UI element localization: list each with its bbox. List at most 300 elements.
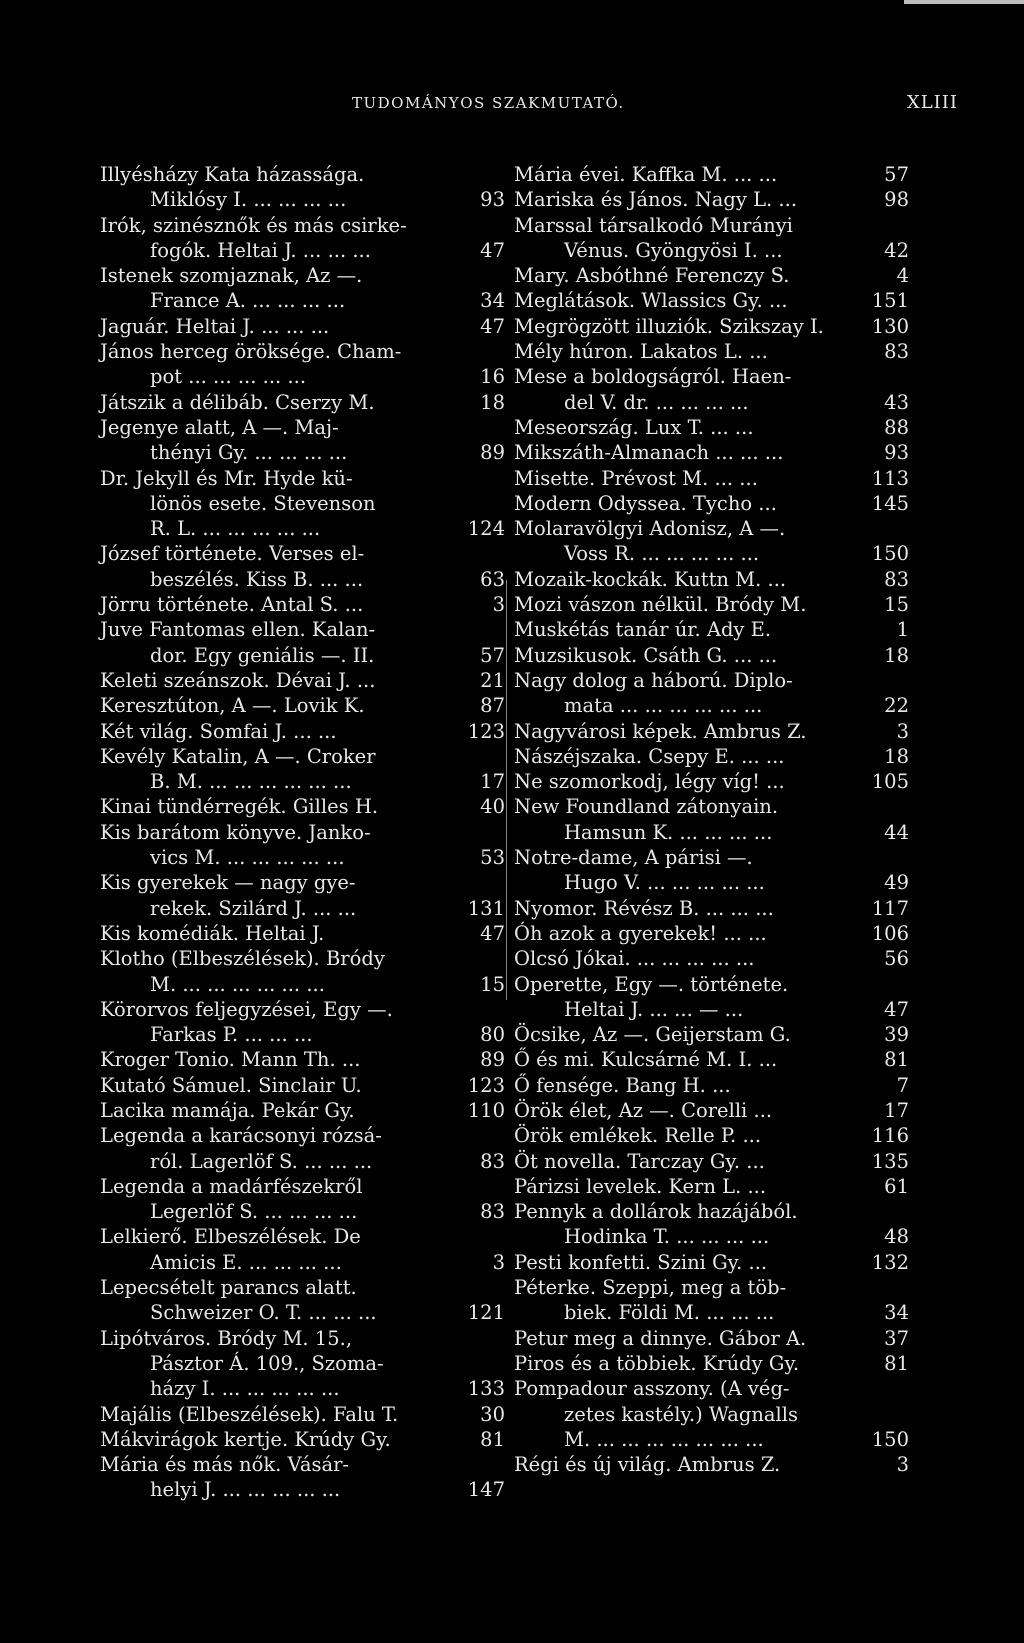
entry-line: Kinai tündérregék. Gilles H. [100,795,379,819]
entry-page-number: 81 [480,1427,505,1451]
entry-page-number: 83 [480,1149,505,1173]
entry-page-number: 98 [884,188,909,212]
entry-line: Nagyvárosi képek. Ambrus Z. [514,719,807,743]
entry-page-number: 57 [480,643,505,667]
entry-title [100,794,465,819]
entry-title [514,440,869,465]
entry-line: helyi J. ... ... ... ... ... [150,1478,341,1502]
entry-page-number: 47 [480,921,505,945]
index-entry [514,1174,909,1199]
entry-page-number: 47 [480,238,505,262]
entry-line: R. L. ... ... ... ... ... [150,517,321,541]
entry-page-number: 22 [884,694,909,718]
entry-title [514,288,869,313]
entry-line: Mary. Asbóthné Ferenczy S. [514,264,790,288]
index-entry [100,921,505,946]
entry-line: Modern Odyssea. Tycho ... [514,491,777,515]
entry-line: Ne szomorkodj, légy víg! ... [514,770,785,794]
entry-page-number: 18 [884,643,909,667]
entry-title [514,794,869,845]
entry-line: Meglátások. Wlassics Gy. ... [514,289,788,313]
entry-title [514,744,869,769]
entry-line: Mikszáth-Almanach ... ... ... [514,441,784,465]
index-column-right [514,162,909,1477]
entry-title [514,1199,869,1250]
entry-page-number: 18 [480,390,505,414]
entry-page-number: 81 [884,1351,909,1375]
index-entry [514,592,909,617]
index-entry [100,794,505,819]
entry-title [100,719,465,744]
entry-title [100,162,465,213]
entry-page-number: 83 [884,567,909,591]
entry-title [514,1174,869,1199]
entry-page-number: 4 [896,264,909,288]
entry-line: Kis barátom könyve. Janko- [100,820,371,844]
entry-line: Muzsikusok. Csáth G. ... ... [514,643,778,667]
entry-page-number: 147 [467,1478,505,1502]
entry-line: M. ... ... ... ... ... ... [150,972,325,996]
entry-title [100,339,465,390]
entry-line: Játszik a délibáb. Cserzy M. [100,390,375,414]
entry-line: Megrögzött illuziók. Szikszay I. [514,314,824,338]
entry-title [514,946,869,971]
entry-line: Olcsó Jókai. ... ... ... ... ... [514,947,755,971]
entry-line: thényi Gy. ... ... ... ... [150,441,348,465]
entry-title [514,187,869,212]
entry-line: Mese a boldogságról. Haen- [514,365,792,389]
entry-title [514,1022,869,1047]
entry-line: B. M. ... ... ... ... ... ... [150,770,352,794]
entry-page-number: 123 [467,1073,505,1097]
entry-title [100,1224,465,1275]
entry-line: János herceg öröksége. Cham- [100,340,402,364]
entry-line: Majális (Elbeszélések). Falu T. [100,1402,399,1426]
entry-line: Körorvos feljegyzései, Egy —. [100,997,393,1021]
index-entry [100,339,505,390]
top-rule [904,0,1024,4]
entry-line: József története. Verses el- [100,542,365,566]
entry-line: Mozi vászon nélkül. Bródy M. [514,593,807,617]
entry-page-number: 61 [884,1174,909,1198]
entry-title [100,263,465,314]
entry-line: Irók, szinésznők és más csirke- [100,213,407,237]
entry-title [514,415,869,440]
index-entry [514,1351,909,1376]
index-entry [514,516,909,567]
entry-line: M. ... ... ... ... ... ... ... [564,1427,764,1451]
entry-line: Mély húron. Lakatos L. ... [514,340,768,364]
entry-title [100,870,465,921]
entry-line: Örök emlékek. Relle P. ... [514,1124,762,1148]
entry-line: Nagy dolog a háború. Diplo- [514,668,793,692]
entry-title [514,643,869,668]
entry-title [514,1376,869,1452]
entry-page-number: 3 [492,1250,505,1274]
index-entry [514,1073,909,1098]
entry-line: Pompadour asszony. (A vég- [514,1377,790,1401]
entry-line: Miklósy I. ... ... ... ... [150,188,347,212]
index-entry [100,592,505,617]
entry-page-number: 40 [480,795,505,819]
index-entry [100,946,505,997]
entry-title [100,617,465,668]
entry-page-number: 56 [884,947,909,971]
entry-line: Lipótváros. Bródy M. 15., [100,1326,353,1350]
index-entry [514,1022,909,1047]
entry-line: Klotho (Elbeszélések). Bródy [100,947,385,971]
entry-page-number: 47 [480,314,505,338]
index-entry [514,921,909,946]
entry-page-number: 15 [884,593,909,617]
entry-page-number: 37 [884,1326,909,1350]
entry-title [514,845,869,896]
index-entry [514,845,909,896]
index-column-left [100,162,505,1503]
entry-page-number: 93 [884,441,909,465]
index-entry [100,314,505,339]
index-entry [514,1123,909,1148]
entry-line: Jegenye alatt, A —. Maj- [100,415,339,439]
entry-line: Kroger Tonio. Mann Th. ... [100,1048,361,1072]
entry-line: Mariska és János. Nagy L. ... [514,188,798,212]
entry-line: Pennyk a dollárok hazájából. [514,1200,798,1224]
entry-page-number: 130 [871,314,909,338]
index-entry [100,466,505,542]
entry-title [514,719,869,744]
entry-line: pot ... ... ... ... ... [150,365,307,389]
index-entry [100,668,505,693]
entry-title [100,466,465,542]
entry-line: Muskétás tanár úr. Ady E. [514,618,772,642]
entry-title [514,1452,869,1477]
entry-line: Keleti szeánszok. Dévai J. ... [100,668,376,692]
index-entry [514,769,909,794]
page-header [90,94,984,124]
entry-line: Vénus. Gyöngyösi I. ... [564,238,783,262]
entry-line: Hodinka T. ... ... ... ... [564,1225,770,1249]
entry-title [514,592,869,617]
entry-title [514,896,869,921]
entry-title [514,263,869,288]
entry-line: Operette, Egy —. története. [514,972,789,996]
entry-line: Meseország. Lux T. ... ... [514,415,754,439]
entry-line: Lepecsételt parancs alatt. [100,1276,357,1300]
entry-title [100,1275,465,1326]
entry-page-number: 63 [480,567,505,591]
index-entry [514,162,909,187]
entry-line: Legerlöf S. ... ... ... ... [150,1200,358,1224]
entry-line: Molaravölgyi Adonisz, A —. [514,517,786,541]
entry-title [100,668,465,693]
entry-page-number: 18 [884,744,909,768]
entry-page-number: 132 [871,1250,909,1274]
entry-page-number: 116 [871,1124,909,1148]
entry-page-number: 135 [871,1149,909,1173]
entry-page-number: 80 [480,1023,505,1047]
entry-title [100,592,465,617]
entry-title [100,1047,465,1072]
index-entry [514,1047,909,1072]
entry-page-number: 105 [871,770,909,794]
entry-title [514,339,869,364]
index-entry [514,567,909,592]
entry-title [514,1073,869,1098]
entry-line: Ő fensége. Bang H. ... [514,1073,731,1097]
entry-page-number: 16 [480,365,505,389]
entry-page-number: 124 [467,517,505,541]
index-entry [100,997,505,1048]
entry-page-number: 34 [480,289,505,313]
entry-line: Mária évei. Kaffka M. ... ... [514,163,778,186]
entry-page-number: 83 [884,340,909,364]
entry-title [100,1123,465,1174]
entry-line: Párizsi levelek. Kern L. ... [514,1174,767,1198]
entry-page-number: 17 [480,770,505,794]
entry-page-number: 151 [871,289,909,313]
entry-page-number: 150 [871,1427,909,1451]
index-entry [514,314,909,339]
entry-page-number: 47 [884,997,909,1021]
entry-title [100,1427,465,1452]
entry-line: Mozaik-kockák. Kuttn M. ... [514,567,787,591]
entry-title [100,1174,465,1225]
entry-line: lönös esete. Stevenson [150,491,376,515]
entry-line: Ő és mi. Kulcsárné M. I. ... [514,1048,778,1072]
index-entry [514,1376,909,1452]
entry-line: Marssal társalkodó Murányi [514,213,793,237]
index-entry [100,1402,505,1427]
index-entry [514,668,909,719]
entry-page-number: 30 [480,1402,505,1426]
entry-line: Öt novella. Tarczay Gy. ... [514,1149,765,1173]
index-entry [514,896,909,921]
entry-line: Mákvirágok kertje. Krúdy Gy. [100,1427,391,1451]
entry-title [100,820,465,871]
entry-title [514,1275,869,1326]
entry-page-number: 87 [480,694,505,718]
index-entry [514,972,909,1023]
entry-line: Piros és a többiek. Krúdy Gy. [514,1351,800,1375]
entry-title [514,921,869,946]
index-entry [100,415,505,466]
entry-line: Schweizer O. T. ... ... ... [150,1301,377,1325]
index-entry [100,390,505,415]
entry-page-number: 53 [480,846,505,870]
entry-line: fogók. Heltai J. ... ... ... [150,238,371,262]
index-entry [514,288,909,313]
index-entry [100,820,505,871]
index-entry [514,794,909,845]
entry-title [514,364,869,415]
entry-page-number: 21 [480,668,505,692]
entry-title [514,617,869,642]
entry-page-number: 42 [884,238,909,262]
entry-line: Heltai J. ... ... — ... [564,997,744,1021]
index-entry [100,1427,505,1452]
index-entry [100,541,505,592]
entry-line: dor. Egy geniális —. II. [150,643,375,667]
entry-page-number: 121 [467,1301,505,1325]
index-entry [514,491,909,516]
entry-page-number: 7 [896,1073,909,1097]
index-entry [514,440,909,465]
entry-line: Farkas P. ... ... ... [150,1023,313,1047]
entry-title [100,541,465,592]
entry-line: Péterke. Szeppi, meg a töb- [514,1276,787,1300]
entry-page-number: 83 [480,1200,505,1224]
entry-page-number: 131 [467,896,505,920]
entry-title [100,946,465,997]
entry-title [514,1351,869,1376]
entry-page-number: 3 [896,1453,909,1477]
entry-title [100,1452,465,1503]
entry-page-number: 34 [884,1301,909,1325]
entry-title [100,693,465,718]
entry-line: zetes kastély.) Wagnalls [564,1402,799,1426]
entry-page-number: 117 [871,896,909,920]
entry-page-number: 106 [871,921,909,945]
entry-line: France A. ... ... ... ... [150,289,346,313]
entry-title [514,466,869,491]
entry-line: Hamsun K. ... ... ... ... [564,820,773,844]
index-entry [514,1275,909,1326]
index-entry [100,1047,505,1072]
entry-line: Kevély Katalin, A —. Croker [100,744,376,768]
entry-title [100,213,465,264]
index-entry [100,1123,505,1174]
index-entry [514,719,909,744]
entry-line: rekek. Szilárd J. ... ... [150,896,357,920]
entry-page-number: 57 [884,163,909,186]
entry-page-number: 3 [492,593,505,617]
entry-line: Lacika mamája. Pekár Gy. [100,1098,355,1122]
index-entry [100,1452,505,1503]
entry-page-number: 110 [467,1098,505,1122]
entry-title [100,921,465,946]
index-entry [100,1326,505,1402]
entry-page-number: 93 [480,188,505,212]
entry-page-number: 43 [884,390,909,414]
entry-line: del V. dr. ... ... ... ... [564,390,749,414]
page-number: XLIII [906,92,958,113]
entry-page-number: 39 [884,1023,909,1047]
entry-line: Pesti konfetti. Szini Gy. ... [514,1250,768,1274]
index-entry [100,263,505,314]
entry-page-number: 145 [871,491,909,515]
entry-title [100,1098,465,1123]
entry-line: Kis komédiák. Heltai J. [100,921,325,945]
entry-line: Illyésházy Kata házassága. [100,163,365,186]
entry-title [514,1250,869,1275]
entry-line: Istenek szomjaznak, Az —. [100,264,363,288]
entry-page-number: 49 [884,871,909,895]
entry-line: Legenda a karácsonyi rózsá- [100,1124,382,1148]
entry-title [514,1123,869,1148]
entry-line: biek. Földi M. ... ... ... [564,1301,775,1325]
index-entry [514,1098,909,1123]
index-entry [100,1174,505,1225]
entry-page-number: 17 [884,1098,909,1122]
entry-line: Régi és új világ. Ambrus Z. [514,1453,781,1477]
entry-line: Kutató Sámuel. Sinclair U. [100,1073,362,1097]
entry-page-number: 89 [480,1048,505,1072]
index-entry [514,364,909,415]
index-entry [100,719,505,744]
entry-title [100,1326,465,1402]
entry-title [514,213,869,264]
entry-title [514,567,869,592]
index-entry [514,643,909,668]
index-entry [514,1452,909,1477]
entry-line: ról. Lagerlöf S. ... ... ... [150,1149,373,1173]
entry-title [100,390,465,415]
index-entry [514,744,909,769]
entry-title [100,744,465,795]
entry-title [514,1326,869,1351]
entry-page-number: 81 [884,1048,909,1072]
entry-line: Két világ. Somfai J. ... ... [100,719,337,743]
entry-title [514,491,869,516]
entry-line: Nyomor. Révész B. ... ... ... [514,896,774,920]
entry-page-number: 48 [884,1225,909,1249]
entry-line: Lelkierő. Elbeszélések. De [100,1225,361,1249]
entry-line: beszélés. Kiss B. ... ... [150,567,364,591]
index-entry [100,213,505,264]
entry-line: vics M. ... ... ... ... ... [150,846,345,870]
index-entry [514,415,909,440]
entry-page-number: 15 [480,972,505,996]
entry-line: Legenda a madárfészekről [100,1174,363,1198]
entry-line: házy I. ... ... ... ... ... [150,1377,340,1401]
entry-title [100,1402,465,1427]
entry-title [514,972,869,1023]
entry-title [514,1047,869,1072]
entry-title [100,314,465,339]
index-entry [514,466,909,491]
entry-title [514,1149,869,1174]
index-entry [514,339,909,364]
index-entry [100,617,505,668]
entry-title [100,1073,465,1098]
entry-line: New Foundland zátonyain. [514,795,779,819]
index-entry [100,162,505,213]
entry-line: Kis gyerekek — nagy gye- [100,871,356,895]
entry-page-number: 44 [884,820,909,844]
index-entry [100,693,505,718]
entry-line: Misette. Prévost M. ... ... [514,466,758,490]
entry-line: Voss R. ... ... ... ... ... [564,542,760,566]
entry-line: Jaguár. Heltai J. ... ... ... [100,314,330,338]
running-title: TUDOMÁNYOS SZAKMUTATÓ. [352,94,625,112]
entry-line: Amicis E. ... ... ... ... [150,1250,342,1274]
index-entry [514,946,909,971]
entry-line: Petur meg a dinnye. Gábor A. [514,1326,807,1350]
index-entry [100,870,505,921]
index-entry [100,1073,505,1098]
entry-title [514,516,869,567]
index-entry [100,1224,505,1275]
entry-page-number: 3 [896,719,909,743]
entry-line: Keresztúton, A —. Lovik K. [100,694,365,718]
index-entry [514,187,909,212]
entry-title [514,1098,869,1123]
entry-line: Nászéjszaka. Csepy E. ... ... [514,744,785,768]
entry-title [514,769,869,794]
index-entry [514,1326,909,1351]
entry-line: Óh azok a gyerekek! ... ... [514,921,767,945]
entry-title [514,668,869,719]
